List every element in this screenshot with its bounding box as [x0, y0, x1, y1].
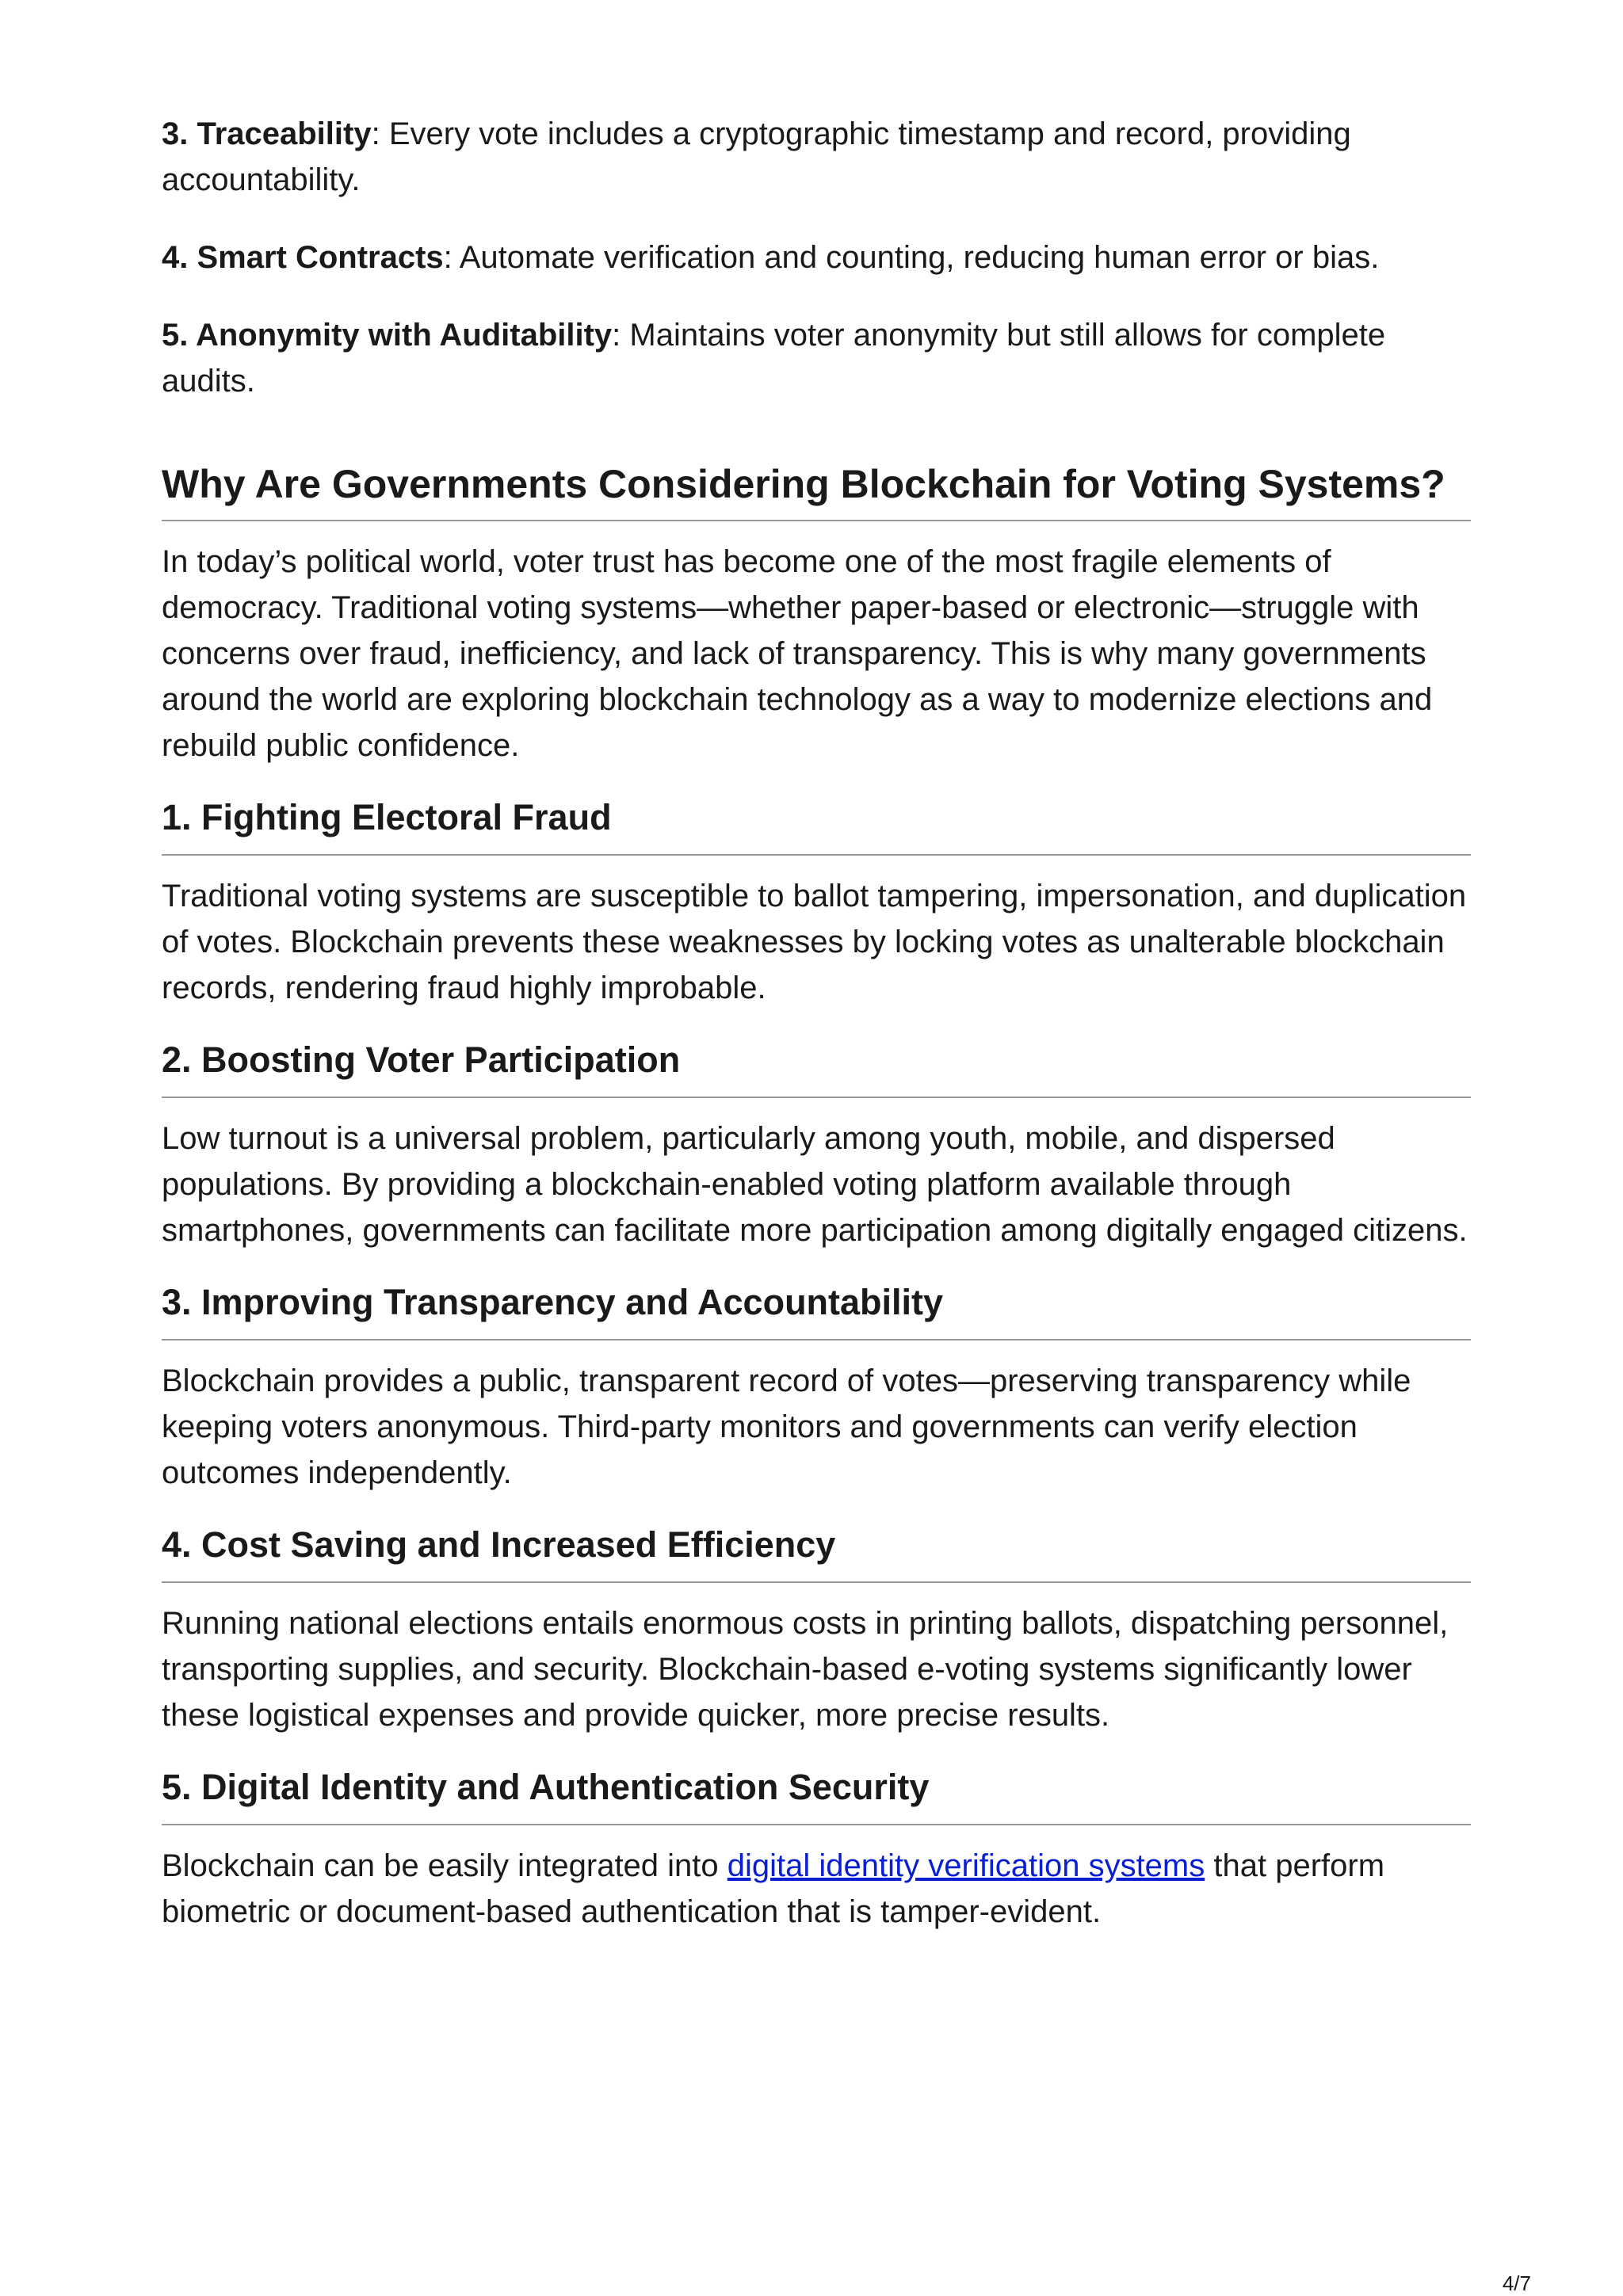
- section-body-electoral-fraud: Traditional voting systems are susceptible to ballot tampering, impersonation, and duplication of votes. Blockchain prevents these weaknesses by locking votes as unalterable blockchain records, rendering fraud highly improbable.: [162, 879, 1467, 1005]
- section-heading-voter-participation: 2. Boosting Voter Participation: [162, 1038, 1471, 1098]
- list-item-text: : Every vote includes a cryptographic timestamp and record, providing accountability.: [162, 116, 1351, 197]
- section-body-transparency: Blockchain provides a public, transparent record of votes—preserving transparency while keeping voters anonymous. Third-party monitors and governments can verify election outcomes independently.: [162, 1363, 1411, 1490]
- digital-identity-verification-link[interactable]: digital identity verification systems: [727, 1848, 1205, 1883]
- list-item-title: 4. Smart Contracts: [162, 240, 444, 275]
- section-body-voter-participation: Low turnout is a universal problem, particularly among youth, mobile, and dispersed populations. By providing a blockchain-enabled voting platform available through smartphones, governments can facilitate more participation among digitally engaged citizens.: [162, 1121, 1468, 1248]
- section-body-cost-saving: Running national elections entails enormous costs in printing ballots, dispatching personnel, transporting supplies, and security. Blockchain-based e-voting systems significantly lower these logistical expenses and provide quicker, more precise results.: [162, 1606, 1449, 1733]
- main-heading: Why Are Governments Considering Blockchain for Voting Systems?: [162, 460, 1471, 521]
- list-item-anonymity: [162, 312, 1471, 404]
- main-intro-paragraph: In today’s political world, voter trust has become one of the most fragile elements of democracy. Traditional voting systems—whether paper-based or electronic—struggle with concerns over fraud, inefficiency, and lack of transparency. This is why many governments around the world are exploring blockchain technology as a way to modernize elections and rebuild public confidence.: [162, 544, 1433, 763]
- list-item-title: 3. Traceability: [162, 116, 372, 151]
- section-heading-electoral-fraud: 1. Fighting Electoral Fraud: [162, 795, 1471, 856]
- list-item-text: : Maintains voter anonymity but still allows for complete audits.: [162, 318, 1386, 399]
- section-heading-transparency: 3. Improving Transparency and Accountability: [162, 1280, 1471, 1341]
- section-heading-digital-identity: 5. Digital Identity and Authentication Security: [162, 1765, 1471, 1825]
- list-item-smart-contracts: [162, 235, 1471, 280]
- body-text-after-link: that perform biometric or document-based authentication that is tamper-evident.: [162, 1848, 1385, 1929]
- document-page: [162, 111, 1471, 1935]
- list-item-traceability: [162, 111, 1471, 203]
- list-item-text: : Automate verification and counting, reducing human error or bias.: [443, 240, 1380, 275]
- section-body-digital-identity: [162, 1843, 1471, 1935]
- page-number: 4/7: [1502, 2271, 1531, 2295]
- section-heading-cost-saving: 4. Cost Saving and Increased Efficiency: [162, 1523, 1471, 1583]
- list-item-title: 5. Anonymity with Auditability: [162, 318, 613, 353]
- body-text-before-link: Blockchain can be easily integrated into: [162, 1848, 727, 1883]
